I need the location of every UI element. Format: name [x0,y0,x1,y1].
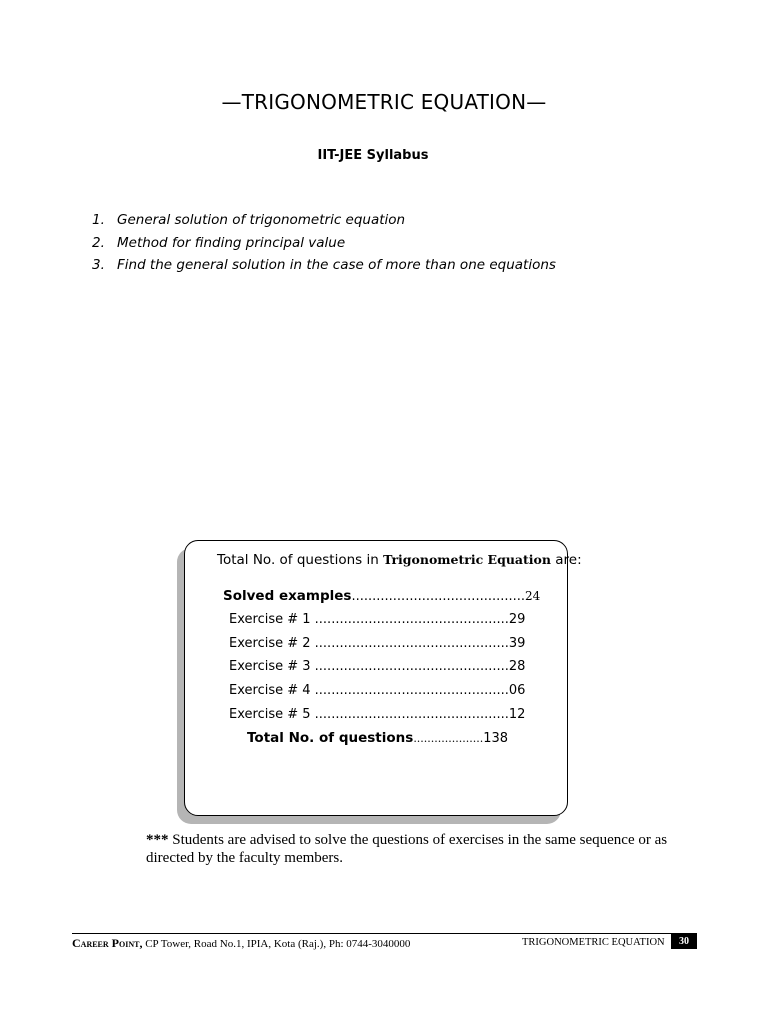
total-questions-count: 138 [483,731,509,746]
exercise-count: 39 [508,636,526,651]
exercise-label: Exercise # 3 [229,659,311,674]
summary-heading-prefix: Total No. of questions in [217,552,384,568]
list-item-text: Method for finding principal value [117,234,346,251]
list-item-number: 3. [92,257,105,273]
page-number: 30 [671,934,697,949]
exercise-dots: ............................................... [310,636,509,651]
exercise-label: Exercise # 4 [229,683,311,698]
footer-divider [72,933,697,934]
list-item [92,209,556,232]
total-questions-row [247,730,508,746]
solved-examples-row [223,588,540,604]
syllabus-heading: IIT-JEE Syllabus [317,148,429,163]
total-questions-dots: .................... [413,732,484,745]
exercise-label: Exercise # 5 [229,707,311,722]
exercise-count: 29 [508,612,526,627]
advisory-note [146,831,686,867]
summary-heading [217,552,582,568]
note-stars: *** [146,832,169,848]
exercise-dots: ............................................... [310,707,509,722]
footer-chapter: TRIGONOMETRIC EQUATION [522,937,665,948]
exercise-count: 06 [508,683,526,698]
exercise-row [229,683,525,698]
exercise-label: Exercise # 2 [229,636,311,651]
exercise-dots: ............................................... [310,612,509,627]
exercise-dots: ............................................... [310,683,509,698]
summary-heading-suffix: are: [550,552,582,568]
solved-examples-count: 24 [525,589,541,603]
note-text: Students are advised to solve the questions of exercises in the same sequence or as directed by the faculty members. [146,832,668,866]
footer-address-text: CP Tower, Road No.1, IPIA, Kota (Raj.), Ph: 0744-3040000 [142,938,411,950]
list-item-text: Find the general solution in the case of more than one equations [117,257,556,273]
list-item [92,254,556,277]
list-item-number: 1. [92,212,105,228]
list-item-number: 2. [92,234,105,251]
list-item-text: General solution of trigonometric equation [117,212,406,228]
exercise-label: Exercise # 1 [229,612,311,627]
footer-brand: Career Point, [72,936,143,950]
exercise-count: 28 [508,659,526,674]
syllabus-list [92,209,556,277]
exercise-row [229,707,525,722]
summary-heading-topic: Trigonometric Equation [383,552,551,567]
exercise-dots: ............................................... [310,659,509,674]
page-title: —TRIGONOMETRIC EQUATION— [221,90,547,114]
solved-examples-dots: .......................................... [351,589,526,604]
exercise-row [229,612,525,627]
solved-examples-label: Solved examples [223,588,352,604]
exercise-count: 12 [508,707,526,722]
list-item [92,232,556,255]
footer-address [72,936,410,951]
total-questions-label: Total No. of questions [247,730,414,746]
summary-box [184,540,568,816]
exercise-row [229,636,525,651]
exercise-row [229,659,525,674]
